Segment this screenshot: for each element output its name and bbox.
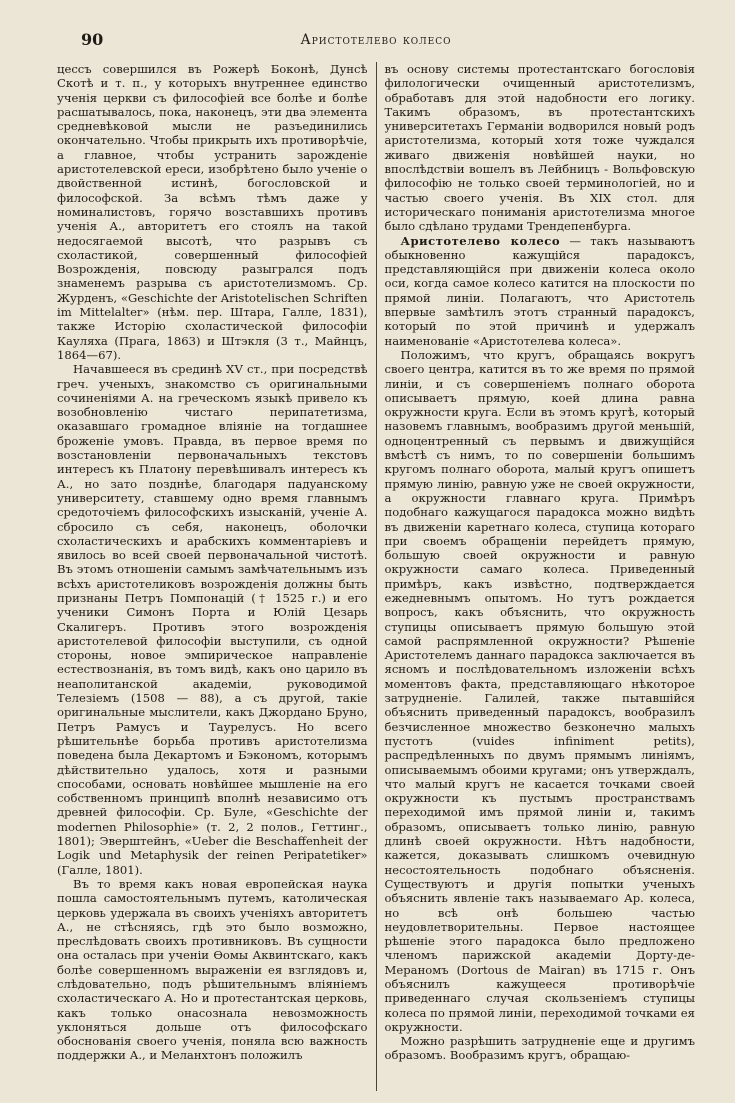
page-header bbox=[57, 30, 695, 52]
text-columns bbox=[57, 62, 695, 1091]
page-number: 90 bbox=[81, 30, 104, 49]
entry-headword: Аристотелево колесо bbox=[400, 233, 561, 248]
paragraph: цессъ совершился въ Рожерѣ Боконѣ, Дунсѣ Скотѣ и т. п., у которыхъ внутреннее единство ученія церкви съ философіей все болѣе и болѣе расшатывалось, пока, наконецъ, эти два элемента средневѣковой мысли не разъединились окончательно. Чтобы прикрыть ихъ противорѣчіе, а главное, чтобы устранить зарожденіе аристотелевской ереси, изобрѣтено было ученіе о двойственной истинѣ, богословской и философской. За всѣмъ тѣмъ даже у номиналистовъ, горячо возставшихъ противъ ученія А., авторитетъ его стоялъ на такой недосягаемой высотѣ, что разрывъ съ схоластикой, совершенный философіей Возрожденія, повсюду разыгрался подъ знаменемъ разрыва съ аристотелизмомъ. Ср. Журденъ, «Geschichte der Aristotelischen Schriften im Mittelalter» (нѣм. пер. Штара, Галле, 1831), также Исторію схоластической философіи Кауляха (Прага, 1863) и Штэкля (3 т., Майнцъ, 1864—67). bbox=[57, 62, 368, 362]
paragraph: Положимъ, что кругъ, обращаясь вокругъ своего центра, катится въ то же время по прямой линіи, и съ совершеніемъ полнаго оборота описываетъ прямую, коей длина равна окружности круга. Если въ этомъ кругѣ, который назовемъ главнымъ, вообразимъ другой меньшій, одноцентренный съ первымъ и движущійся вмѣстѣ съ нимъ, то по совершеніи большимъ кругомъ полнаго оборота, малый кругъ опишетъ прямую линію, равную уже не своей окружности, а окружности главнаго круга. Примѣръ подобнаго кажущагося парадокса можно видѣть въ движеніи каретнаго колеса, ступица котораго при своемъ обращеніи перейдетъ прямую, большую своей окружности и равную окружности самаго колеса. Приведенный примѣръ, какъ извѣстно, подтверждается ежедневнымъ опытомъ. Но тутъ рождается вопросъ, какъ объяснить, что окружность ступицы описываетъ прямую большую этой самой распрямленной окружности? Рѣшеніе Аристотелемъ даннаго парадокса заключается въ ясномъ и послѣдовательномъ изложеніи всѣхъ моментовъ факта, представляющаго нѣкоторое затрудненіе. Галилей, также пытавшійся объяснить приведенный парадоксъ, вообразилъ безчисленное множество безконечно малыхъ пустотъ (vuides infiniment petits), распредѣленныхъ по двумъ прямымъ линіямъ, описываемымъ обоими кругами; онъ утверждалъ, что малый кругъ не касается точками своей окружности къ пустымъ пространствамъ переходимой имъ прямой линіи и, такимъ образомъ, описываетъ только линію, равную длинѣ своей окружности. Нѣтъ надобности, кажется, доказывать слишкомъ очевидную несостоятельность подобнаго объясненія. Существуютъ и другія попытки ученыхъ объяснить явленіе такъ называемаго Ар. колеса, но всѣ онѣ большею частью неудовлетворительны. Первое настоящее рѣшеніе этого парадокса было предложено членомъ парижской академіи Дорту-де-Мераномъ (Dortous de Mairan) въ 1715 г. Онъ объяснилъ кажущееся противорѣчіе приведеннаго случая скользеніемъ ступицы колеса по прямой линіи, переходимой точками ея окружности. bbox=[384, 347, 695, 1034]
left-column bbox=[57, 62, 376, 1091]
right-column bbox=[377, 62, 696, 1091]
paragraph: Начавшееся въ срединѣ XV ст., при посредствѣ греч. ученыхъ, знакомство съ оригинальными сочиненіями А. на греческомъ языкѣ привело къ возобновленію чистаго перипатетизма, оказавшаго громадное вліяніе на тогдашнее броженіе умовъ. Правда, въ первое время по возстановленіи первоначальныхъ текстовъ интересъ къ Платону перевѣшивалъ интересъ къ А., но зато позднѣе, благодаря падуанскому университету, ставшему одно время главнымъ средоточіемъ философскихъ изысканій, ученіе А. сбросило съ себя, наконецъ, оболочки схоластическихъ и арабскихъ комментаріевъ и явилось во всей своей первоначальной чистотѣ. Въ этомъ отношеніи самымъ замѣчательнымъ изъ всѣхъ аристотеликовъ возрожденія должны быть признаны Петръ Помпонацій († 1525 г.) и его ученики Симонъ Порта и Юлій Цезарь Скалигеръ. Противъ этого возрожденія аристотелевой философіи выступили, съ одной стороны, новое эмпирическое направленіе естествознанія, въ томъ видѣ, какъ оно царило въ неаполитанской академіи, руководимой Телезіемъ (1508 — 88), а съ другой, такіе оригинальные мыслители, какъ Джордано Бруно, Петръ Рамусъ и Таурелусъ. Но всего рѣшительнѣе борьба противъ аристотелизма поведена была Декартомъ и Бэкономъ, которымъ дѣйствительно удалось, хотя и разными способами, основать новѣйшее мышленіе на его собственномъ принципѣ вполнѣ независимо отъ древней философіи. Ср. Буле, «Geschichte der modernen Philosophie» (т. 2, 2 полов., Геттинг., 1801); Эверштейнъ, «Ueber die Beschaffenheit der Logik und Metaphysik der reinen Peripatetiker» (Галле, 1801). bbox=[57, 362, 368, 877]
running-title: Аристотелево колесо bbox=[300, 32, 452, 48]
paragraph: Въ то время какъ новая европейская наука пошла самостоятельнымъ путемъ, католическая церковь удержала въ своихъ ученіяхъ авторитетъ А., не стѣсняясь, гдѣ это было возможно, преслѣдовать своихъ противниковъ. Въ сущности она осталась при ученіи Ѳомы Аквинтскаго, какъ болѣе совершенномъ выраженіи ея взглядовъ и, слѣдовательно, подъ рѣшительнымъ вліяніемъ схоластическаго А. Но и протестантская церковь, какъ только онасознала невозможность уклоняться дольше отъ философскаго обоснованія своего ученія, поняла всю важность поддержки А., и Меланхтонъ положилъ bbox=[57, 876, 368, 1063]
entry-paragraph bbox=[385, 234, 696, 348]
paragraph: въ основу системы протестантскаго богословія филологически очищенный аристотелизмъ, обработавъ для этой надобности его логику. Такимъ образомъ, въ протестантскихъ университетахъ Германіи водворился новый родъ аристотелизма, который хотя тоже чуждался живаго движенія новѣйшей науки, но впослѣдствіи вошелъ въ Лейбницъ - Вольфовскую философію не только своей терминологіей, но и частью своего ученія. Въ XIX стол. для историческаго пониманія аристотелизма многое было сдѣлано трудами Трендепенбурга. bbox=[384, 62, 695, 234]
entry-text: — такъ называютъ обыкновенно кажущійся парадоксъ, представляющійся при движеніи колеса около оси, когда самое колесо катится на плоскости по прямой линіи. Полагаютъ, что Аристотель впервые замѣтилъ этотъ странный парадоксъ, который по этой причинѣ и удержалъ наименованіе «Аристотелева колеса». bbox=[384, 233, 695, 348]
paragraph: Можно разрѣшить затрудненіе еще и другимъ образомъ. Вообразимъ кругъ, обращаю- bbox=[384, 1034, 695, 1063]
